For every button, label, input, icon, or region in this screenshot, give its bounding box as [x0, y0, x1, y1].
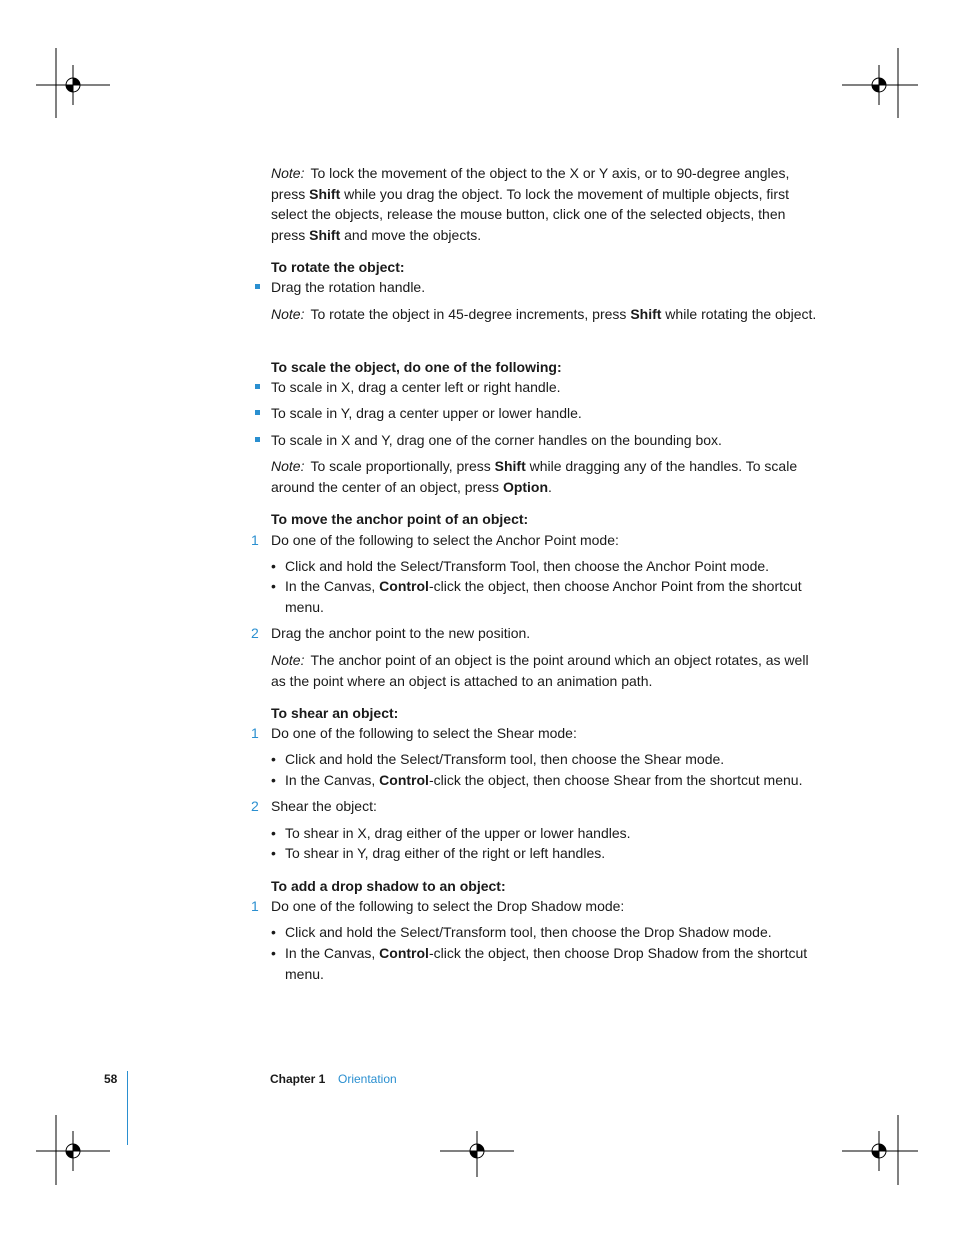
bullet-dot: •: [271, 924, 276, 940]
note-label: Note:: [271, 165, 305, 181]
key-option: Option: [502, 478, 549, 495]
step-number: 1: [251, 898, 259, 914]
bullet-square: [255, 284, 260, 289]
bullet-dot: •: [271, 558, 276, 574]
bullet-square: [255, 384, 260, 389]
bullet-dot: •: [271, 578, 276, 594]
step-number: 2: [251, 798, 259, 814]
bullet-dot: •: [271, 751, 276, 767]
step-number: 1: [251, 532, 259, 548]
note-scale: Note: To scale proportionally, press Shift while dragging any of the handles. To scale around the center of an object, press Option.: [271, 458, 798, 495]
heading-anchor: To move the anchor point of an object:: [271, 511, 529, 527]
bullet-dot: •: [271, 825, 276, 841]
key-control: Control: [379, 578, 429, 594]
step-number: 1: [251, 725, 259, 741]
heading-rotate: To rotate the object:: [271, 259, 405, 275]
bullet-rotate: Drag the rotation handle.: [271, 279, 426, 295]
key-control: Control: [379, 772, 429, 788]
bullet-scale-xy: To scale in X and Y, drag one of the corner handles on the bounding box.: [271, 432, 722, 448]
bullet-square: [255, 410, 260, 415]
note-anchor: Note: The anchor point of an object is the point around which an object rotates, as well as the point where an object is attached to an animation path.: [271, 652, 809, 689]
heading-shear: To shear an object:: [271, 705, 399, 721]
bullet-dot: •: [271, 772, 276, 788]
key-shift: Shift: [309, 185, 341, 202]
bullet-scale-y: To scale in Y, drag a center upper or lower handle.: [271, 405, 582, 421]
page-number: 58: [104, 1072, 118, 1086]
key-shift: Shift: [494, 458, 526, 474]
chapter-title-link[interactable]: Orientation: [338, 1072, 397, 1086]
bullet-dot: •: [271, 945, 276, 961]
note-label: Note:: [271, 458, 305, 474]
key-shift: Shift: [309, 226, 341, 243]
footer-divider: [127, 1071, 128, 1145]
step-shear-1: Do one of the following to select the Shear mode:: [271, 725, 577, 741]
step-anchor-2: Drag the anchor point to the new position.: [271, 625, 531, 641]
step-shadow-1: Do one of the following to select the Drop Shadow mode:: [271, 898, 625, 914]
bullet-scale-x: To scale in X, drag a center left or right handle.: [271, 379, 561, 395]
note-label: Note:: [271, 306, 305, 322]
note-rotate: Note: To rotate the object in 45-degree increments, press Shift while rotating the object.: [271, 306, 817, 322]
step-shear-2: Shear the object:: [271, 798, 377, 814]
key-control: Control: [379, 945, 429, 961]
note-label: Note:: [271, 652, 305, 668]
bullet-square: [255, 437, 260, 442]
heading-scale: To scale the object, do one of the following:: [271, 359, 562, 375]
step-number: 2: [251, 625, 259, 641]
key-shift: Shift: [630, 306, 662, 322]
chapter-label: Chapter 1: [270, 1072, 326, 1086]
heading-drop-shadow: To add a drop shadow to an object:: [271, 878, 506, 894]
step-anchor-1: Do one of the following to select the Anchor Point mode:: [271, 532, 619, 548]
note-lock-movement: Note: To lock the movement of the object to the X or Y axis, or to 90-degree angles, press Shift while you drag the object. To lock the movement of multiple objects, first select the objects, release the mouse button, click one of the selected objects, then press Shift and move the objects.: [271, 165, 790, 243]
bullet-dot: •: [271, 845, 276, 861]
